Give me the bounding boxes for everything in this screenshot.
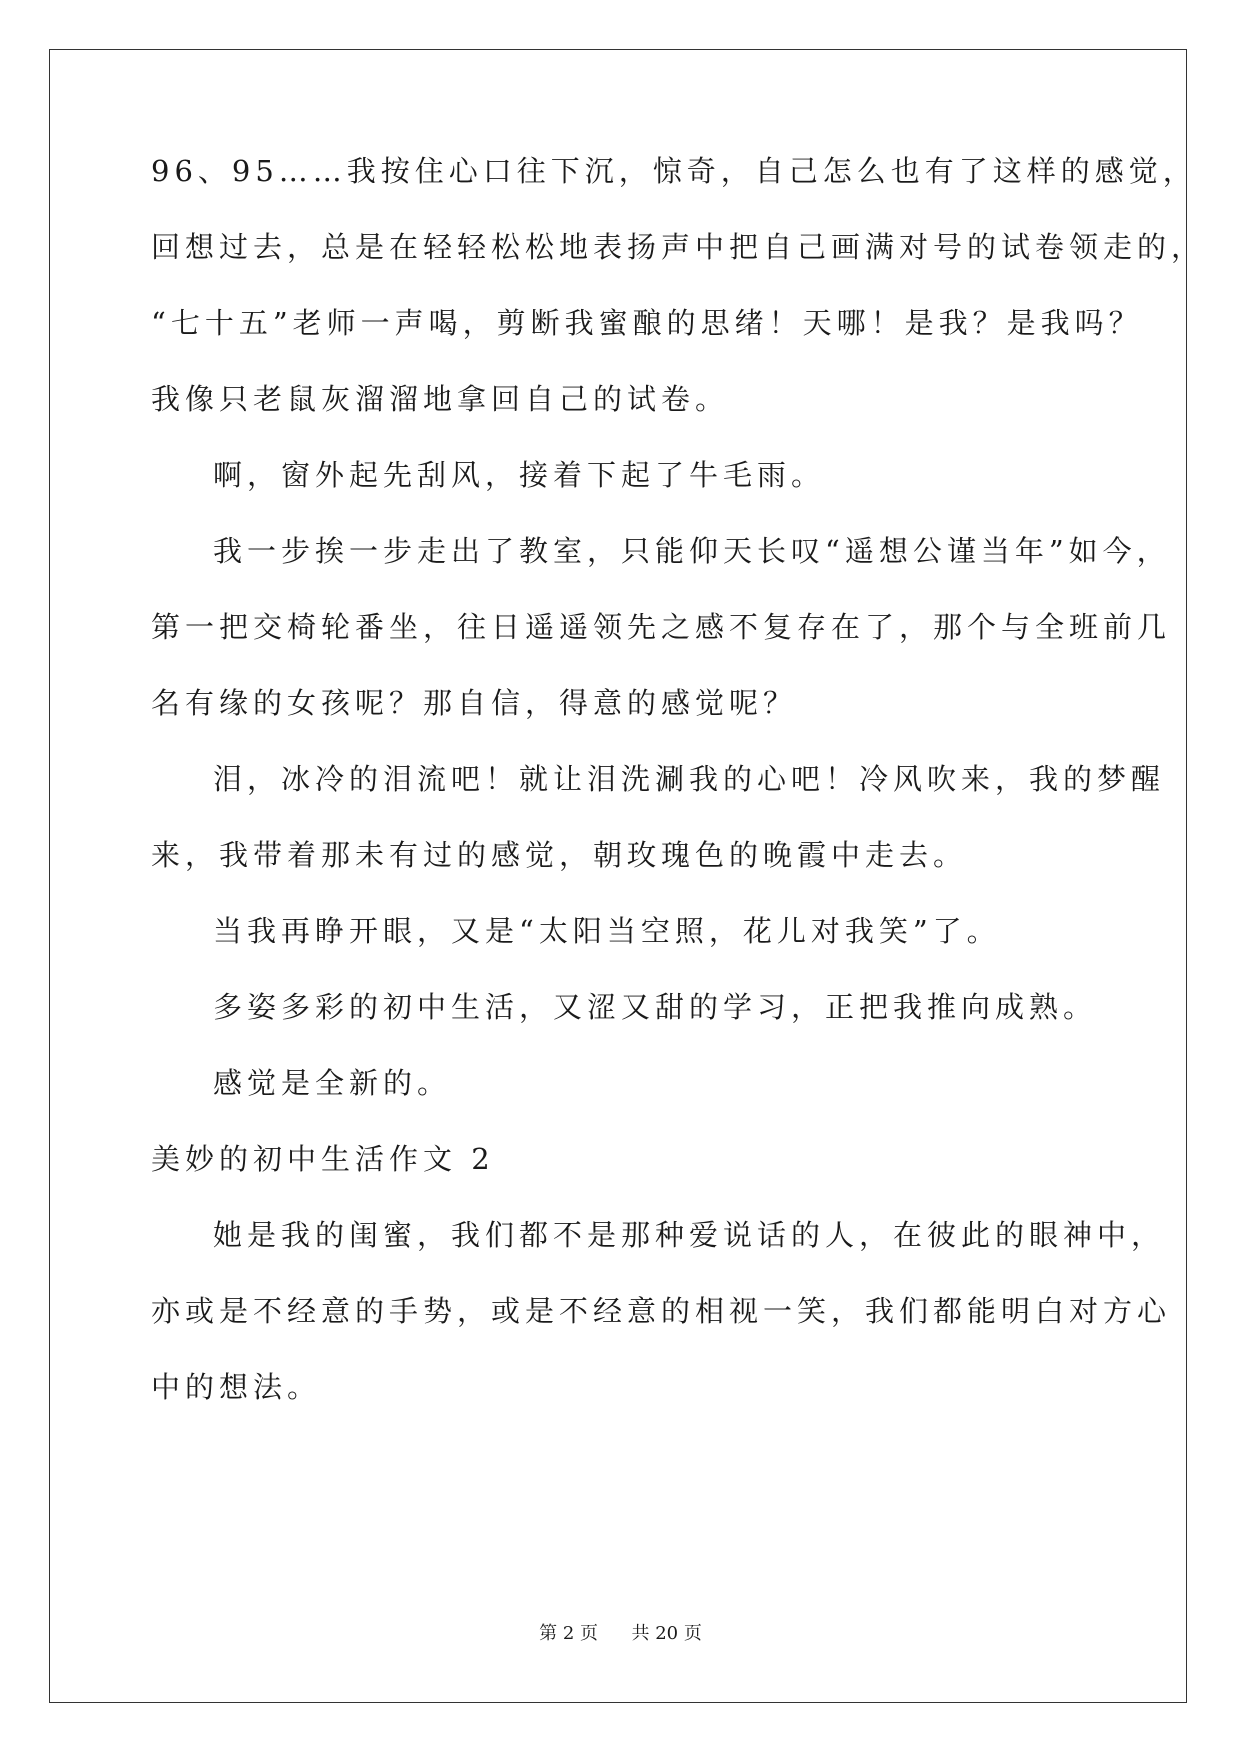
- paragraph-start: 我一步挨一步走出了教室，只能仰天长叹“遥想公谨当年”如今，: [213, 534, 1171, 568]
- text-line: “七十五”老师一声喝，剪断我蜜酿的思绪！天哪！是我？是我吗？: [151, 306, 1143, 340]
- page-footer: [0, 1622, 1241, 1646]
- text-line: 96、95……我按住心口往下沉，惊奇，自己怎么也有了这样的感觉，: [151, 154, 1197, 188]
- paragraph-start: 感觉是全新的。: [213, 1066, 452, 1100]
- page-number: 第 2 页: [539, 1623, 599, 1644]
- page-total: 共 20 页: [631, 1623, 702, 1644]
- text-line: 第一把交椅轮番坐，往日遥遥领先之感不复存在了，那个与全班前几: [151, 610, 1172, 644]
- section-heading: 美妙的初中生活作文 2: [151, 1142, 495, 1176]
- text-line: 来，我带着那未有过的感觉，朝玫瑰色的晚霞中走去。: [151, 838, 968, 872]
- paragraph-start: 她是我的闺蜜，我们都不是那种爱说话的人，在彼此的眼神中，: [213, 1218, 1166, 1252]
- text-line: 我像只老鼠灰溜溜地拿回自己的试卷。: [151, 382, 730, 416]
- text-line: 名有缘的女孩呢？那自信，得意的感觉呢？: [151, 686, 798, 720]
- page-border: [49, 49, 1187, 1703]
- text-line: 回想过去，总是在轻轻松松地表扬声中把自己画满对号的试卷领走的，: [151, 230, 1206, 264]
- paragraph-start: 泪，冰冷的泪流吧！就让泪洗涮我的心吧！冷风吹来，我的梦醒: [213, 762, 1166, 796]
- text-line: 亦或是不经意的手势，或是不经意的相视一笑，我们都能明白对方心: [151, 1294, 1172, 1328]
- paragraph-start: 多姿多彩的初中生活，又涩又甜的学习，正把我推向成熟。: [213, 990, 1098, 1024]
- text-line: 中的想法。: [151, 1370, 322, 1404]
- paragraph-start: 当我再睁开眼，又是“太阳当空照，花儿对我笑”了。: [213, 914, 1001, 948]
- paragraph-start: 啊，窗外起先刮风，接着下起了牛毛雨。: [213, 458, 826, 492]
